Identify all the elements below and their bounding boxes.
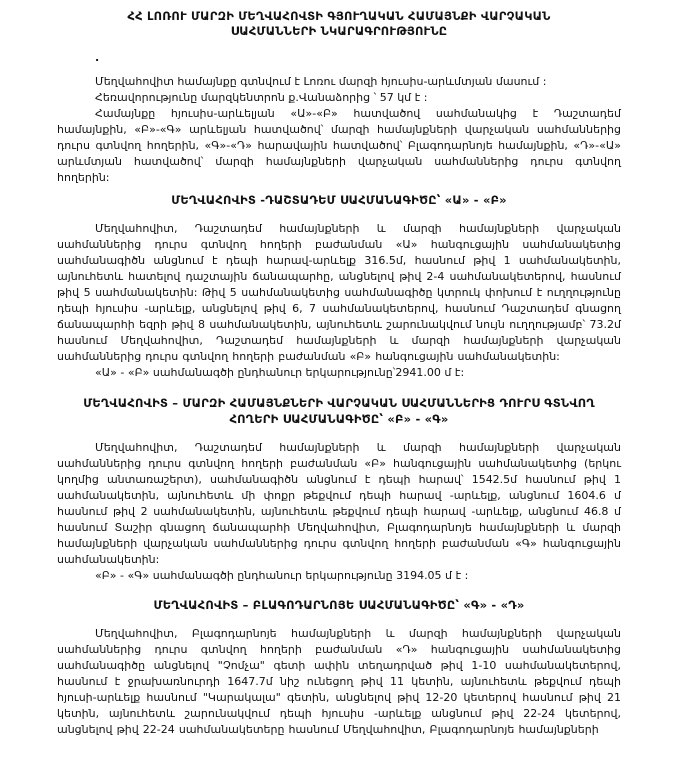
- intro-block: [57, 74, 621, 186]
- section-body-g-d: Մեղվահովիտ, Բլագոդարնոյե համայնքների և մարզի համայնքների վարչական սահմաններից դուրս գտնվող հողերի բաժանման «Դ» հանգուցային սահմանակետից սահմանագիծը անցնելով "Չոմչա" գետի ափին տեղադրված թիվ 1-10 սահմանակետերով, հասնում է ջրախառնուրդի 1647.7մ նիշ ունեցող թիվ 11 կետին, այնուհետև թեքվում դեպի հյուսի-արևելք հասնում "Կարակալա" գետին, անցնելով թիվ 12-20 կետերով հասնում թիվ 21 կետին, այնուհետև շարունակվում դեպի հյուսիս -արևելք անցնում թիվ 22-24 կետերով, անցնելով թիվ 22-24 սահմանակետերը հասնում Մեղվահովիտ, Բլագոդարնոյե համայնքների: [57, 627, 621, 736]
- section-heading-a-b: ՄԵՂՎԱՀՈՎԻՏ -ԴԱՇՏԱԴԵՄ ՍԱՀՄԱՆԱԳԻԾԸ՝ «Ա» - «Բ»: [171, 193, 507, 207]
- document-title-line2: ՍԱՀՄԱՆՆԵՐԻ ՆԿԱՐԱԳՐՈՒԹՅՈՒՆԸ: [230, 23, 448, 38]
- section-body-a-b: Մեղվահովիտ, Դաշտադեմ համայնքների և մարզի համայնքների վարչական սահմաններից դուրս գտնվող հողերի բաժանման «Ա» հանգուցային սահմանակետից սահմանագիծն անցնում է դեպի հարավ-արևելք 316.5մ, հասնում թիվ 1 սահմանակետին, այնուհետև հատելով դաշտային ճանապարհը, անցնելով թիվ 2-4 սահմանակետերով, հասնում թիվ 5 սահմանակետին: Թիվ 5 սահմանակետից սահմանագիծը կտրուկ փոխում է ուղղությունը դեպի հյուսիս -արևելք, անցնելով թիվ 6, 7 սահմանակետերով, հասնում Դաշտադեմ գնացող ճանապարհի եզրի թիվ 8 սահմանակետին, այնուհետև շարունակվում նույն ուղղությամբ՝ 73.2մ հասնում Մեղվահովիտ, Դաշտադեմ համայնքների և մարզի համայնքների վարչական սահմաններից դուրս գտնվող հողերի բաժանման «Բ» հանգուցային սահմանակետին:: [57, 222, 621, 363]
- intro-distance-line: Հեռավորությունը մարզկենտրոն ք.Վանաձորից ՝ 57 կմ է :: [95, 91, 428, 104]
- section-heading-b-g: [57, 395, 621, 427]
- intro-location-line: Մեղվահովիտ համայնքը գտնվում է Լոռու մարզի հյուսիս-արևմտյան մասում :: [95, 75, 547, 88]
- document-title: [57, 9, 621, 38]
- section-length-a-b: «Ա» - «Բ» սահմանագծի ընդհանուր երկարությունը՝2941.00 մ է:: [95, 366, 465, 379]
- intro-paragraph: Համայնքը հյուսիս-արևելյան «Ա»-«Բ» հատվածով սահմանակից է Դաշտադեմ համայնքին, «Բ»-«Գ» արևելյան հատվածով՝ մարզի համայնքների վարչական սահմաններից դուրս գտնվող հողերին, «Գ»-«Դ» հարավային հատվածով՝ Բլագոդարնոյե համայնքին, «Դ»-«Ա» արևմտյան հատվածով՝ մարզի համայնքների վարչական սահմաններից դուրս գտնվող հողերին:: [57, 107, 621, 184]
- stray-dot: .: [95, 51, 100, 64]
- section-heading-b-g-line1: ՄԵՂՎԱՀՈՎԻՏ – ՄԱՐԶԻ ՀԱՄԱՅՆՔՆԵՐԻ ՎԱՐՉԱԿԱՆ ՍԱՀՄԱՆՆԵՐԻՑ ԴՈՒՐՍ ԳՏՆՎՈՂ: [83, 396, 595, 410]
- document-title-line1: ՀՀ ԼՈՌՈՒ ՄԱՐԶԻ ՄԵՂՎԱՀՈՎՏԻ ԳՅՈՒՂԱԿԱՆ ՀԱՄԱՅՆՔԻ ՎԱՐՉԱԿԱՆ: [127, 9, 551, 23]
- section-heading-g-d: ՄԵՂՎԱՀՈՎԻՏ – ԲԼԱԳՈԴԱՐՆՈՅԵ ՍԱՀՄԱՆԱԳԻԾԸ՝ «Գ» - «Դ»: [153, 598, 525, 612]
- section-heading-b-g-line2: ՀՈՂԵՐԻ ՍԱՀՄԱՆԱԳԻԾԸ՝ «Բ» - «Գ»: [229, 412, 449, 426]
- section-body-b-g: Մեղվահովիտ, Դաշտադեմ համայնքների և մարզի համայնքների վարչական սահմաններից դուրս գտնվող հողերի բաժանման «Բ» հանգուցային սահմանակետից (երկու կողմից անտառաշերտ), սահմանագիծն անցնում է դեպի հարավ՝ 1542.5մ հասնում թիվ 1 սահմանակետին, այնուհետև մի փոքր թեքվում դեպի հարավ -արևելք, անցնում 1604.6 մ հասնում թիվ 2 սահմանակետին, այնուհետև թեքվում դեպի հարավ -արևելք, անցնում 46.8 մ հասնում Տաշիր գնացող ճանապարհի Մեղվահովիտ, Բլագոդարնոյե համայնքների և մարզի համայնքների վարչական սահմաններից դուրս գտնվող հողերի բաժանման «Գ» հանգուցային սահմանակետին:: [57, 441, 621, 566]
- section-length-b-g: «Բ» - «Գ» սահմանագծի ընդհանուր երկարությունը 3194.05 մ է :: [95, 569, 469, 582]
